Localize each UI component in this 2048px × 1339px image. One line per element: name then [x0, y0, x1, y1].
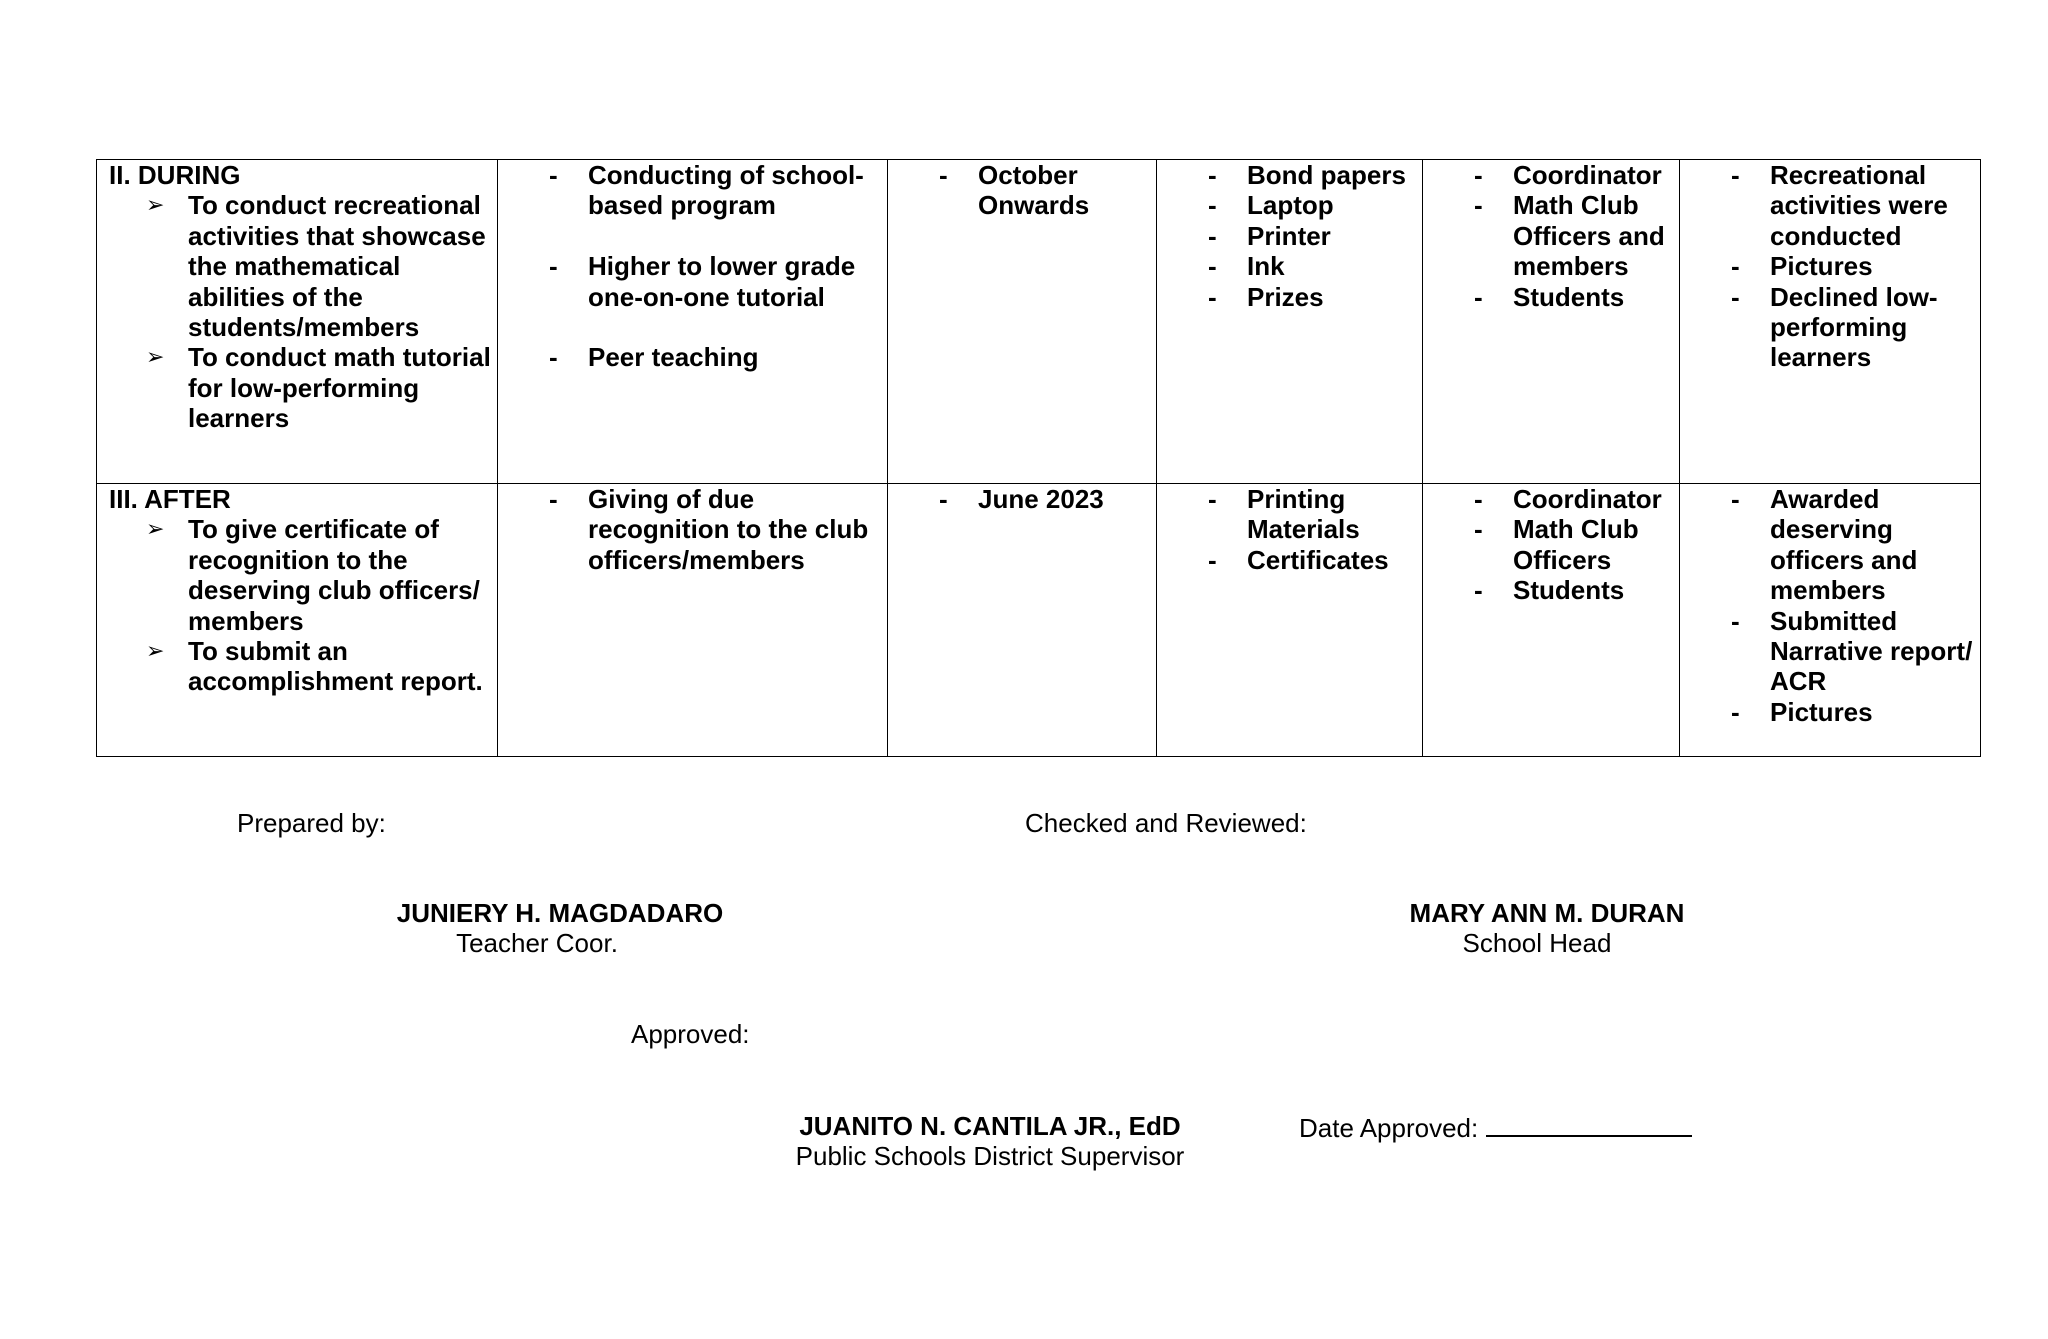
dash-bullet-icon: - [1731, 605, 1740, 636]
outputs-list [1680, 484, 1980, 727]
arrowhead-bullet-icon: ➢ [146, 516, 165, 542]
objectives-cell [97, 484, 498, 757]
reviewer-name: MARY ANN M. DURAN [1409, 898, 1685, 928]
output-item: - Awarded deserving officers and members [1731, 484, 1918, 606]
dash-bullet-icon: - [1208, 281, 1217, 312]
timeframe-item: - June 2023 [939, 484, 1104, 514]
resource-item: - Printer [1208, 220, 1331, 251]
approved-label: Approved: [631, 1019, 750, 1049]
resources-list [1157, 160, 1422, 312]
person-item: - Math Club Officers [1474, 514, 1639, 575]
resource-item: - Bond papers [1208, 160, 1406, 190]
resources-cell [1157, 160, 1423, 484]
table-row-after [97, 484, 1981, 757]
dash-bullet-icon: - [1731, 484, 1740, 514]
preparer-role: Teacher Coor. [456, 928, 618, 958]
activities-list [498, 251, 887, 312]
checked-reviewed-label: Checked and Reviewed: [1025, 808, 1307, 838]
resource-item: - Certificates [1208, 544, 1389, 575]
resources-cell [1157, 484, 1423, 757]
action-plan-table [96, 159, 1981, 757]
dash-bullet-icon: - [939, 484, 948, 514]
date-approved-label: Date Approved: [1299, 1113, 1479, 1143]
output-item: - Pictures [1731, 251, 1873, 282]
resources-list [1157, 484, 1422, 575]
arrowhead-bullet-icon: ➢ [146, 192, 165, 218]
dash-bullet-icon: - [549, 484, 558, 514]
objectives-cell [97, 160, 498, 484]
activity-item: - Peer teaching [549, 342, 759, 373]
dash-bullet-icon: - [1731, 281, 1740, 312]
person-item: - Math Club Officers and members [1474, 190, 1665, 282]
timeframe-list [888, 160, 1156, 221]
reviewer-role: School Head [1462, 928, 1612, 958]
resource-item: - Printing Materials [1208, 484, 1360, 545]
objective-item: ➢ To submit an accomplishment report. [146, 636, 483, 697]
person-item: - Students [1474, 281, 1625, 312]
resource-item: - Prizes [1208, 281, 1324, 312]
outputs-cell [1680, 484, 1981, 757]
dash-bullet-icon: - [1208, 484, 1217, 514]
person-item: - Coordinator [1474, 160, 1662, 190]
dash-bullet-icon: - [1731, 251, 1740, 282]
objectives-list [97, 514, 497, 696]
dash-bullet-icon: - [1474, 514, 1483, 545]
objective-item: ➢ To give certificate of recognition to the deserving club officers/ members [146, 514, 480, 636]
persons-list [1423, 160, 1679, 312]
prepared-by-label: Prepared by: [237, 808, 386, 838]
timeframe-item: - October Onwards [939, 160, 1090, 221]
dash-bullet-icon: - [1474, 281, 1483, 312]
resource-item: - Laptop [1208, 190, 1334, 221]
person-item: - Students [1474, 575, 1625, 606]
dash-bullet-icon: - [1208, 220, 1217, 251]
phase-title: III. AFTER [109, 484, 231, 514]
persons-list [1423, 484, 1679, 606]
activity-item: - Conducting of school-based program [549, 160, 864, 221]
dash-bullet-icon: - [1208, 190, 1217, 221]
preparer-name: JUNIERY H. MAGDADARO [396, 898, 724, 928]
table-row-during [97, 160, 1981, 484]
dash-bullet-icon: - [1208, 160, 1217, 190]
dash-bullet-icon: - [1474, 190, 1483, 221]
outputs-cell [1680, 160, 1981, 484]
output-item: - Declined low-performing learners [1731, 281, 1938, 373]
approver-name: JUANITO N. CANTILA JR., EdD [799, 1111, 1181, 1141]
dash-bullet-icon: - [1731, 160, 1740, 190]
output-item: - Recreational activities were conducted [1731, 160, 1948, 251]
dash-bullet-icon: - [549, 160, 558, 190]
output-item: - Pictures [1731, 696, 1873, 727]
dash-bullet-icon: - [1474, 484, 1483, 514]
activity-item: - Giving of due recognition to the club officers/members [549, 484, 869, 575]
arrowhead-bullet-icon: ➢ [146, 344, 165, 370]
timeframe-cell [888, 160, 1157, 484]
dash-bullet-icon: - [1474, 575, 1483, 606]
approver-role: Public Schools District Supervisor [795, 1141, 1185, 1171]
persons-cell [1423, 484, 1680, 757]
dash-bullet-icon: - [1474, 160, 1483, 190]
objectives-list [97, 190, 497, 433]
timeframe-cell [888, 484, 1157, 757]
dash-bullet-icon: - [939, 160, 948, 190]
person-item: - Coordinator [1474, 484, 1662, 514]
activities-cell [498, 160, 888, 484]
dash-bullet-icon: - [1208, 544, 1217, 575]
date-approved-blank-line [1486, 1111, 1692, 1137]
outputs-list [1680, 160, 1980, 373]
activities-list [498, 342, 887, 372]
timeframe-list [888, 484, 1156, 514]
output-item: - Submitted Narrative report/ ACR [1731, 605, 1973, 697]
dash-bullet-icon: - [549, 251, 558, 282]
activity-item: - Higher to lower grade one-on-one tutorial [549, 251, 856, 312]
activities-cell [498, 484, 888, 757]
objective-item: ➢ To conduct recreational activities that showcase the mathematical abilities of the students/members [146, 190, 486, 343]
resource-item: - Ink [1208, 251, 1285, 282]
persons-cell [1423, 160, 1680, 484]
dash-bullet-icon: - [1731, 696, 1740, 727]
date-approved-field [1299, 1111, 1692, 1143]
phase-title: II. DURING [109, 160, 241, 190]
activities-list [498, 160, 887, 221]
dash-bullet-icon: - [1208, 251, 1217, 282]
activities-list [498, 484, 887, 575]
objective-item: ➢ To conduct math tutorial for low-performing learners [146, 342, 491, 434]
dash-bullet-icon: - [549, 342, 558, 373]
arrowhead-bullet-icon: ➢ [146, 638, 165, 664]
